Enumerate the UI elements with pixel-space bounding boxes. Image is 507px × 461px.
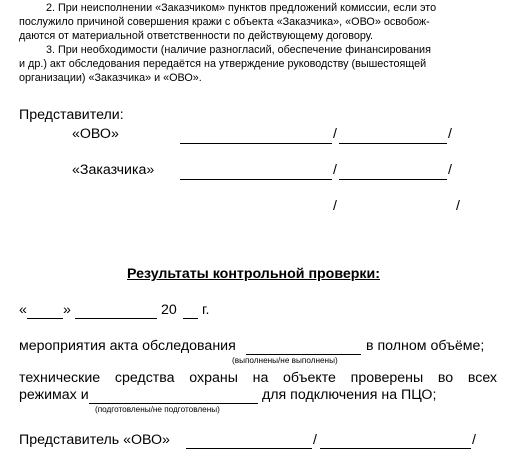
- rep-slash-1: /: [313, 432, 317, 448]
- rep-signature-line: [186, 448, 312, 449]
- customer-slash-1: /: [333, 162, 337, 178]
- results-heading: Результаты контрольной проверки:: [127, 266, 380, 282]
- date-year-line: [183, 318, 198, 319]
- ovo-label: «ОВО»: [72, 126, 119, 142]
- tech-line-2-end: для подключения на ПЦО;: [262, 387, 437, 403]
- customer-signature-line: [180, 179, 332, 180]
- date-close-quote: »: [63, 302, 71, 318]
- date-day-line: [27, 318, 63, 319]
- representatives-heading: Представители:: [19, 107, 124, 123]
- third-slash-1: /: [333, 198, 337, 214]
- clause-2-line-2: послужило причиной совершения кражи с объекта «Заказчика», «ОВО» освобож-: [19, 16, 430, 28]
- tech-hint: (подготовлены/не подготовлены): [95, 405, 220, 414]
- date-year-prefix: 20: [161, 302, 177, 318]
- date-year-suffix: г.: [202, 302, 210, 318]
- ovo-signature-line: [180, 143, 332, 144]
- date-open-quote: «: [19, 302, 27, 318]
- clause-3-line-3: организации) «Заказчика» и «ОВО».: [19, 72, 202, 84]
- third-slash-2: /: [456, 198, 460, 214]
- rep-slash-2: /: [472, 432, 476, 448]
- tech-line-1: технические средства охраны на объекте проверены во всех: [19, 370, 497, 386]
- customer-label: «Заказчика»: [72, 162, 155, 178]
- clause-3-line-2: и др.) акт обследования передаётся на утверждение руководству (вышестоящей: [19, 58, 427, 70]
- clause-3-line-1: 3. При необходимости (наличие разногласий, обеспечение финансирования: [46, 44, 431, 56]
- customer-name-line: [339, 179, 447, 180]
- ovo-slash-1: /: [333, 126, 337, 142]
- rep-name-line: [320, 448, 471, 449]
- tech-line: [89, 403, 258, 404]
- ovo-name-line: [339, 143, 447, 144]
- date-month-line: [75, 318, 157, 319]
- ovo-slash-2: /: [448, 126, 452, 142]
- measures-hint: (выполнены/не выполнены): [232, 356, 338, 365]
- clause-2-line-1: 2. При неисполнении «Заказчиком» пунктов предложений комиссии, если это: [46, 2, 437, 14]
- customer-slash-2: /: [448, 162, 452, 178]
- measures-line: [246, 354, 361, 355]
- rep-ovo-label: Представитель «ОВО»: [19, 432, 170, 448]
- measures-tail: в полном объёме;: [366, 338, 485, 354]
- clause-2-line-3: даются от материальной ответственности по действующему договору.: [19, 30, 374, 42]
- tech-line-2-start: режимах и: [19, 387, 89, 403]
- measures-text: мероприятия акта обследования: [19, 338, 236, 354]
